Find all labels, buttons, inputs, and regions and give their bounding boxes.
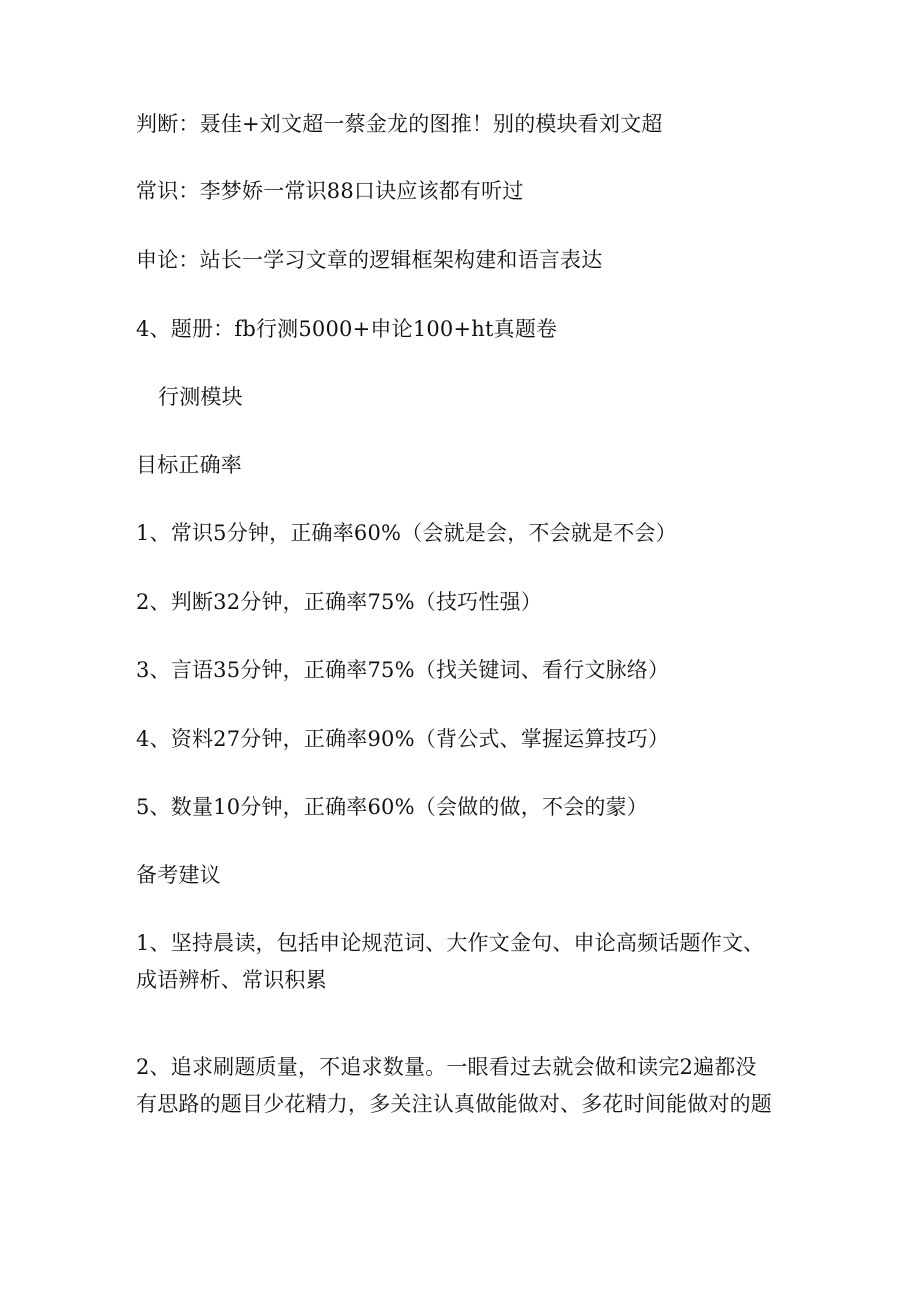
target-line-common-sense: 1、常识5分钟，正确率60%（会就是会，不会就是不会） [136,521,677,545]
advice-line-2a: 2、追求刷题质量，不追求数量。一眼看过去就会做和读完2遍都没 [136,1055,757,1079]
target-line-data: 4、资料27分钟，正确率90%（背公式、掌握运算技巧） [136,727,670,751]
target-line-judgment: 2、判断32分钟，正确率75%（技巧性强） [136,590,542,614]
text-line-question-books: 4、题册：fb行测5000+申论100+ht真题卷 [136,317,558,341]
advice-line-1b: 成语辨析、常识积累 [136,968,327,992]
advice-line-2b: 有思路的题目少花精力，多关注认真做能做对、多花时间能做对的题 [136,1092,772,1116]
text-line-common-sense: 常识：李梦娇一常识88口诀应该都有听过 [136,179,524,203]
section-heading-xingce: 行测模块 [158,385,243,409]
target-line-language: 3、言语35分钟，正确率75%（找关键词、看行文脉络） [136,658,670,682]
text-line-essay: 申论：站长一学习文章的逻辑框架构建和语言表达 [136,248,603,272]
section-heading-target-accuracy: 目标正确率 [136,453,242,477]
text-line-judgment: 判断：聂佳+刘文超一蔡金龙的图推！别的模块看刘文超 [136,112,663,136]
advice-line-1a: 1、坚持晨读，包括申论规范词、大作文金句、申论高频话题作文、 [136,931,765,955]
target-line-quantity: 5、数量10分钟，正确率60%（会做的做，不会的蒙） [136,795,648,819]
section-heading-study-advice: 备考建议 [136,863,221,887]
